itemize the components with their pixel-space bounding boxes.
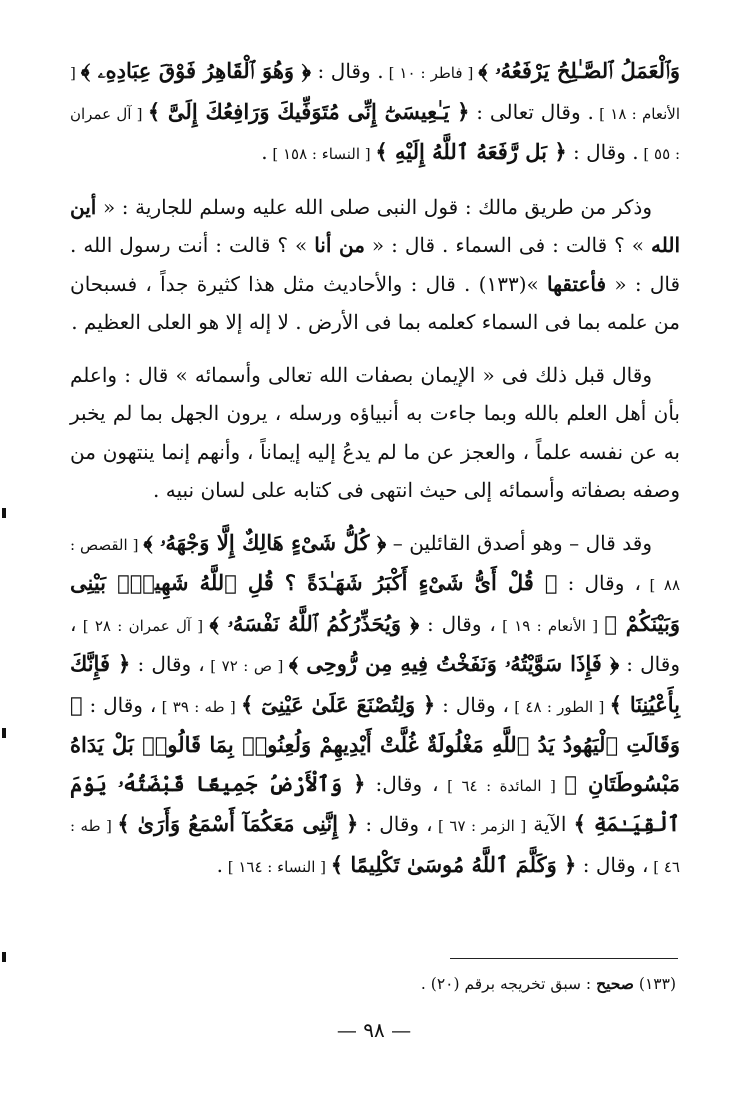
bold-phrase: من أنا bbox=[314, 233, 365, 257]
quran-quote: ﴿ قُلْ أَىُّ شَىْءٍ أَكْبَرُ شَهَـٰدَةً ؟ قُلِ ٱللَّهُ شَهِيدٌۢ بَيْنِى وَبَيْنَكُمْ ﴾ bbox=[70, 570, 680, 636]
verse-reference: [ الزمر : ٦٧ ] bbox=[432, 817, 527, 835]
text-segment: وقال قبل ذلك فى « الإيمان بصفات الله تعالى وأسمائه » قال : واعلم بأن أهل العلم بالله وبما جاءت به أنبياؤه ورسله ، يرون الجهل بما لم يخبر به عن نفسه علماً ، والعجز عن ما لم يدعُ إليه إيماناً ، وأنهم إنما ينتهون من وصفه بصفاته وأسمائه إلى حيث انتهى فى كتابه على لسان نبيه . bbox=[70, 362, 680, 502]
quran-quote: وَٱلْعَمَلُ ٱلصَّـٰلِحُ يَرْفَعُهُۥ ﴾ bbox=[478, 58, 681, 83]
text-segment: ، وقال : bbox=[358, 812, 433, 836]
text-segment: » ؟ قالت : أنت رسول الله . قال : « bbox=[70, 233, 681, 296]
verse-reference: [ الأنعام : ١٩ ] bbox=[495, 616, 605, 635]
text-segment: ، وقال: bbox=[365, 771, 439, 796]
footnote-divider bbox=[450, 958, 678, 959]
scan-margin-mark bbox=[2, 728, 6, 738]
text-segment: . وقال : bbox=[310, 59, 384, 83]
quran-quote: ﴿ وَلِتُصْنَعَ عَلَىٰ عَيْنِىٓ ﴾ bbox=[240, 691, 436, 717]
verse-reference: [ الأنعام : ١٨ ] bbox=[70, 64, 680, 123]
footnote-grade: صحيح bbox=[596, 974, 634, 993]
paragraph-iman-bisifat bbox=[70, 356, 680, 510]
quran-quote: ﴿ بَل رَّفَعَهُ ٱللَّهُ إِلَيْهِ ﴾ bbox=[375, 139, 567, 164]
text-segment: وقد قال – وهو أصدق القائلين – bbox=[386, 530, 652, 555]
quran-quote: ﴿ وَقَالَتِ ٱلْيَهُودُ يَدُ ٱللَّهِ مَغْلُولَةٌ غُلَّتْ أَيْدِيهِمْ وَلُعِنُوا۟ بِمَا قَالُوا۟ بَلْ يَدَاهُ مَبْسُوطَتَانِ ﴾ bbox=[70, 691, 680, 796]
text-segment: ، وقال : bbox=[557, 571, 641, 595]
paragraph-quran-verses-elevation bbox=[70, 52, 680, 174]
text-segment: ، وقال : bbox=[435, 692, 509, 717]
verse-reference: [ آل عمران : ٢٨ ] bbox=[76, 616, 210, 635]
paragraph-hadith-jariya bbox=[70, 188, 680, 342]
paragraph-quran-attributes bbox=[70, 524, 680, 887]
verse-reference: [ القصص : ٨٨ ] bbox=[70, 535, 681, 594]
quran-quote: ﴿ وَٱلْأَرْضُ جَمِيعًا قَبْضَتُهُۥ يَوْمَ ٱلْقِيَـٰمَةِ ﴾ bbox=[70, 770, 681, 836]
text-segment: وذكر من طريق مالك : قول النبى صلى الله عليه وسلم للجارية : « bbox=[96, 194, 652, 219]
text-segment: ، وقال : bbox=[130, 652, 205, 676]
text-segment: . bbox=[216, 852, 223, 877]
text-segment: » ؟ قالت : فى السماء . قال : « bbox=[364, 233, 651, 257]
verse-reference: [ فاطر : ١٠ ] bbox=[383, 64, 479, 82]
footnote-number: (١٣٣) bbox=[638, 975, 676, 993]
quran-quote: ﴿ إِنَّنِى مَعَكُمَآ أَسْمَعُ وَأَرَىٰ ﴾ bbox=[117, 811, 359, 836]
bold-phrase: فأعتقها bbox=[547, 271, 607, 296]
verse-reference: [ المائدة : ٦٤ ] bbox=[438, 776, 565, 795]
scan-margin-mark bbox=[2, 508, 6, 518]
scan-margin-mark bbox=[2, 952, 6, 962]
page-body bbox=[70, 52, 680, 900]
verse-reference: [ النساء : ١٦٤ ] bbox=[222, 857, 331, 876]
text-segment: ، وقال : bbox=[82, 692, 157, 717]
bold-phrase: أين الله bbox=[70, 194, 680, 257]
verse-reference: [ الطور : ٤٨ ] bbox=[508, 697, 610, 716]
verse-reference: [ ص : ٧٢ ] bbox=[204, 657, 289, 675]
text-segment: ، وقال : bbox=[576, 852, 649, 877]
quran-quote: ﴿ وَيُحَذِّرُكُمُ ٱللَّهُ نَفْسَهُۥ ﴾ bbox=[209, 610, 420, 636]
quran-quote: ﴿ فَإِذَا سَوَّيْتُهُۥ وَنَفَخْتُ فِيهِ مِن رُّوحِى ﴾ bbox=[288, 651, 620, 676]
quran-quote: ﴿ فَإِنَّكَ بِأَعْيُنِنَا ﴾ bbox=[70, 651, 681, 717]
quran-quote: ﴿ وَكَلَّمَ ٱللَّهُ مُوسَىٰ تَكْلِيمًا ﴾ bbox=[330, 851, 577, 877]
verse-reference: [ طه : ٤٦ ] bbox=[70, 817, 680, 876]
verse-reference: [ النساء : ١٥٨ ] bbox=[267, 145, 376, 163]
text-segment: الآية bbox=[526, 812, 574, 836]
footnote-text: : سبق تخريجه برقم (٢٠) . bbox=[420, 975, 592, 993]
page-number: — ٩٨ — bbox=[336, 1018, 412, 1042]
text-segment: . وقال : bbox=[566, 140, 639, 164]
text-segment: ، وقال : bbox=[419, 611, 496, 636]
text-segment: ، وقال : bbox=[70, 611, 680, 676]
quran-quote: ﴿ كُلُّ شَىْءٍ هَالِكٌ إِلَّا وَجْهَهُۥ ﴾ bbox=[143, 529, 387, 555]
footnote bbox=[76, 972, 676, 996]
quran-quote: ﴿ يَـٰعِيسَىٰٓ إِنِّى مُتَوَفِّيكَ وَرَافِعُكَ إِلَىَّ ﴾ bbox=[147, 98, 470, 124]
text-segment: . وقال تعالى : bbox=[469, 99, 594, 124]
verse-reference: [ طه : ٣٩ ] bbox=[156, 697, 241, 716]
text-segment: . bbox=[261, 140, 268, 164]
text-segment: »(١٣٣) . قال : والأحاديث مثل هذا كثيرة جداً ، فسبحان من علمه بما فى السماء كعلمه بما فى الأرض . لا إله إلا هو العلى العظيم . bbox=[70, 271, 680, 334]
quran-quote: ﴿ وَهُوَ ٱلْقَاهِرُ فَوْقَ عِبَادِهِۦ ﴾ bbox=[80, 58, 311, 83]
verse-reference: [ آل عمران : ٥٥ ] bbox=[70, 104, 680, 163]
